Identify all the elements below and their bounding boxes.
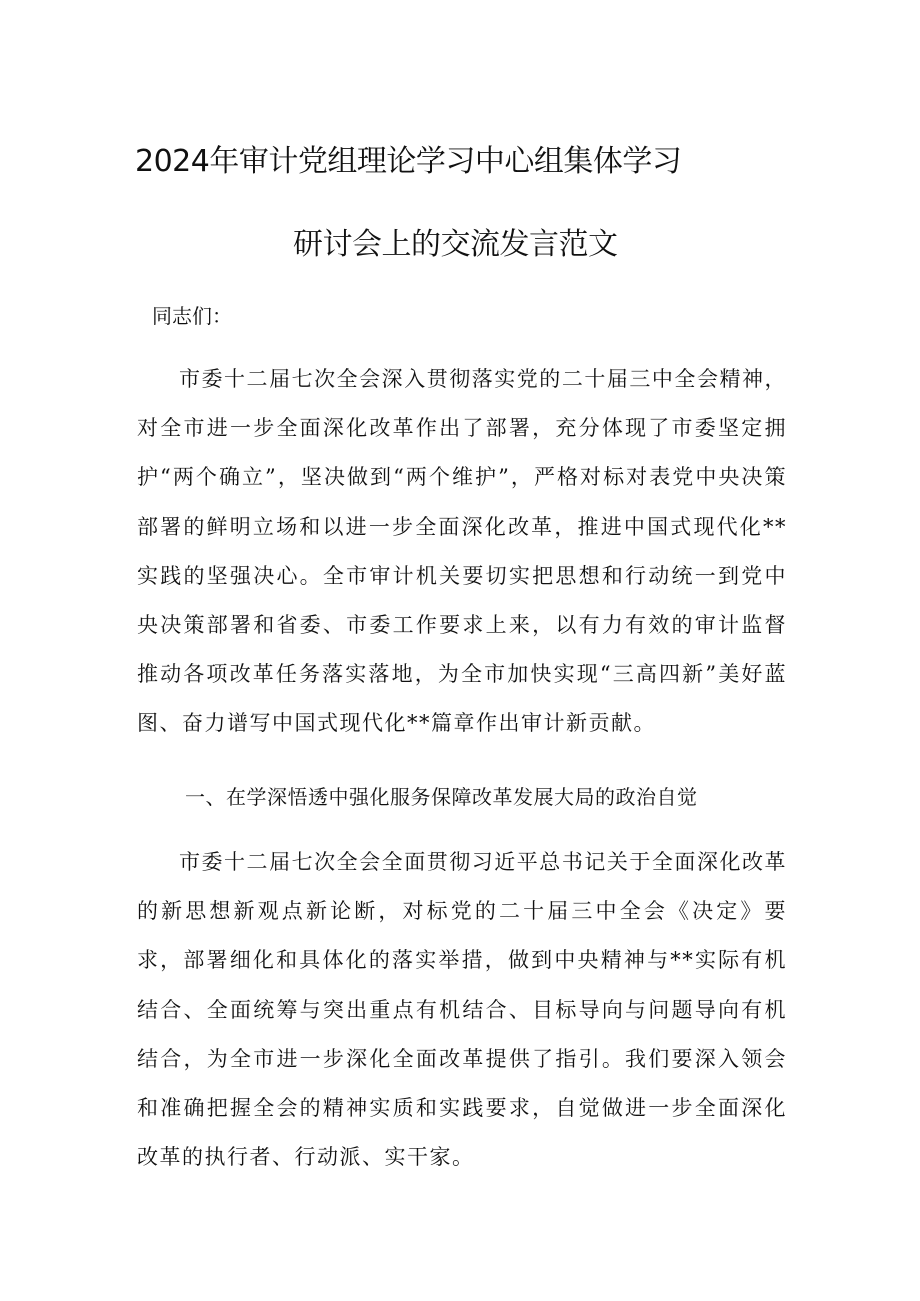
salutation: 同志们：	[152, 304, 232, 328]
section-heading-1: 一、在学深悟透中强化服务保障改革发展大局的政治自觉	[185, 785, 698, 809]
document-title-line-1: 2024年审计党组理论学习中心组集体学习	[135, 144, 682, 179]
paragraph-intro: 市委十二届七次全会深入贯彻落实党的二十届三中全会精神，对全市进一步全面深化改革作出了部署，充分体现了市委坚定拥护“两个确立”，坚决做到“两个维护”，严格对标对表党中央决策部署的鲜明立场和以进一步全面深化改革，推进中国式现代化**实践的坚强决心。全市审计机关要切实把思想和行动统一到党中央决策部署和省委、市委工作要求上来，以有力有效的审计监督推动各项改革任务落实落地，为全市加快实现“三高四新”美好蓝图、奋力谱写中国式现代化**篇章作出审计新贡献。	[137, 367, 787, 736]
paragraph-section-1: 市委十二届七次全会全面贯彻习近平总书记关于全面深化改革的新思想新观点新论断，对标党的二十届三中全会《决定》要求，部署细化和具体化的落实举措，做到中央精神与**实际有机结合、全面统筹与突出重点有机结合、目标导向与问题导向有机结合，为全市进一步深化全面改革提供了指引。我们要深入领会和准确把握全会的精神实质和实践要求，自觉做进一步全面深化改革的执行者、行动派、实干家。	[137, 850, 787, 1170]
document-title-line-2: 研讨会上的交流发言范文	[293, 227, 618, 262]
